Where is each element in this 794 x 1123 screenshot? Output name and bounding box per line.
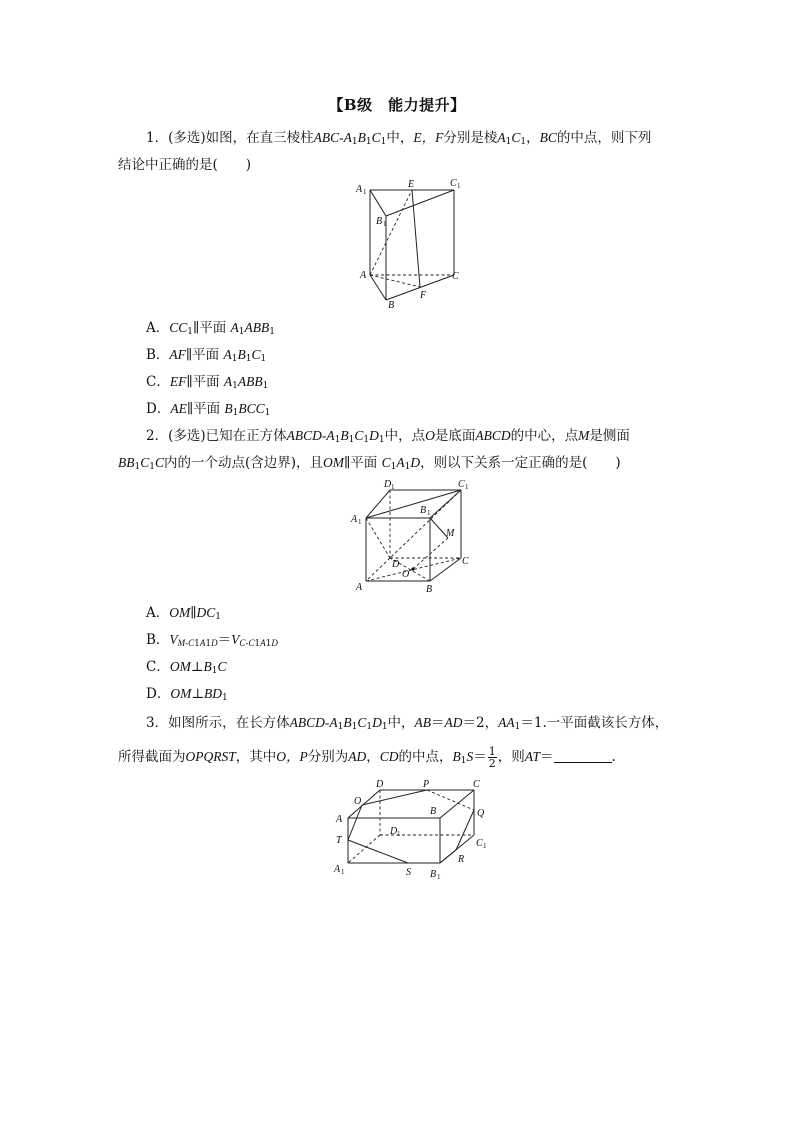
q2-label-d: D bbox=[392, 559, 400, 570]
q1-label-f: F bbox=[420, 290, 427, 301]
q2-label-b: B bbox=[426, 584, 433, 595]
answer-blank bbox=[554, 750, 612, 763]
q3-label-p: P bbox=[423, 779, 430, 790]
q1-option-b: B．AF∥平面 $A_1B_1C_1$ bbox=[146, 347, 267, 364]
q2-option-c: C．$OM\perp B_1C$ bbox=[146, 659, 227, 676]
q3-label-a: A bbox=[336, 814, 343, 825]
q2-label-a1: A bbox=[351, 514, 358, 525]
svg-text:1: 1 bbox=[358, 518, 362, 526]
q3-label-o: O bbox=[354, 796, 362, 807]
q3-label-c: C bbox=[473, 779, 480, 790]
q2-option-b: B．$V_{M-C1A1D}=V_{C-C1A1D}$ bbox=[146, 632, 278, 649]
one-half-fraction: $\frac{1}{2}$ bbox=[488, 745, 496, 770]
q3-label-r: R bbox=[458, 854, 465, 865]
q3-label-t: T bbox=[336, 835, 342, 846]
q3-label-b: B bbox=[430, 806, 437, 817]
svg-text:1: 1 bbox=[457, 182, 461, 190]
q2-stem-line1: 2．(多选)已知在正方体ABCD-$A_1B_1C_1D_1$中，点O是底面ABCD的中心，点M是侧面 bbox=[146, 428, 630, 445]
q3-stem-line2: 所得截面为OPQRST，其中O，P分别为AD，CD的中点，$B_1S=$ $\frac{1}{2}$ ，则AT＝ . bbox=[118, 745, 616, 770]
q1-option-a: A．$CC_1\parallel$平面 $A_1ABB_1$ bbox=[146, 320, 276, 337]
svg-text:1: 1 bbox=[363, 188, 367, 196]
q2-label-d1: D bbox=[384, 479, 392, 490]
q3-cuboid-figure bbox=[330, 780, 495, 880]
q2-label-b1: B bbox=[420, 505, 427, 516]
q1-label-e: E bbox=[408, 179, 415, 190]
q1-option-d: D．AE∥平面 $B_1BCC_1$ bbox=[146, 401, 271, 418]
svg-text:1: 1 bbox=[391, 483, 395, 491]
svg-text:1: 1 bbox=[383, 220, 387, 228]
q3-label-q: Q bbox=[477, 808, 485, 819]
svg-text:1: 1 bbox=[397, 830, 401, 838]
q3-label-s: S bbox=[406, 867, 411, 878]
q2-label-o: O bbox=[402, 569, 410, 580]
q2-label-c: C bbox=[462, 556, 469, 567]
q2-label-m: M bbox=[446, 528, 455, 539]
q1-label-a1: A bbox=[356, 184, 363, 195]
q2-option-a: A．$OM\parallel DC_1$ bbox=[146, 605, 221, 622]
q3-label-d1: D bbox=[390, 826, 398, 837]
q1-stem-line1: 1．(多选)如图，在直三棱柱ABC-$A_1B_1C_1$中，E，F分别是棱$A_1C_1$，BC的中点，则下列 bbox=[146, 130, 652, 147]
svg-text:1: 1 bbox=[427, 509, 431, 517]
q3-label-b1: B bbox=[430, 869, 437, 880]
svg-text:1: 1 bbox=[437, 873, 441, 881]
q1-label-b: B bbox=[388, 300, 395, 311]
q1-label-a: A bbox=[360, 270, 367, 281]
q1-prism-figure bbox=[350, 178, 460, 313]
q2-label-a: A bbox=[356, 582, 363, 593]
q2-cube-figure bbox=[346, 478, 476, 596]
q1-label-c1: C bbox=[450, 178, 457, 189]
q2-option-d: D．$OM\perp BD_1$ bbox=[146, 686, 228, 703]
svg-text:1: 1 bbox=[465, 483, 469, 491]
q2-stem-line2: $BB_1C_1C$内的一个动点(含边界)，且OM∥平面 $C_1A_1D$，则以下关系一定正确的是( ) bbox=[118, 455, 621, 472]
q1-stem-line2: 结论中正确的是( ) bbox=[118, 157, 252, 173]
q1-option-c: C．EF∥平面 $A_1ABB_1$ bbox=[146, 374, 269, 391]
q1-label-b1: B bbox=[376, 216, 383, 227]
q3-label-a1: A bbox=[334, 864, 341, 875]
q3-stem-line1: 3．如图所示，在长方体ABCD-$A_1B_1C_1D_1$中，AB＝AD＝2，$AA_1=1$.一平面截该长方体， bbox=[146, 715, 669, 732]
svg-text:1: 1 bbox=[483, 842, 487, 850]
q3-label-d: D bbox=[376, 779, 384, 790]
q1-label-c: C bbox=[452, 271, 459, 282]
svg-text:1: 1 bbox=[341, 868, 345, 876]
q2-label-c1: C bbox=[458, 479, 465, 490]
section-title: 【B级 能力提升】 bbox=[328, 96, 466, 114]
q3-label-c1: C bbox=[476, 838, 483, 849]
